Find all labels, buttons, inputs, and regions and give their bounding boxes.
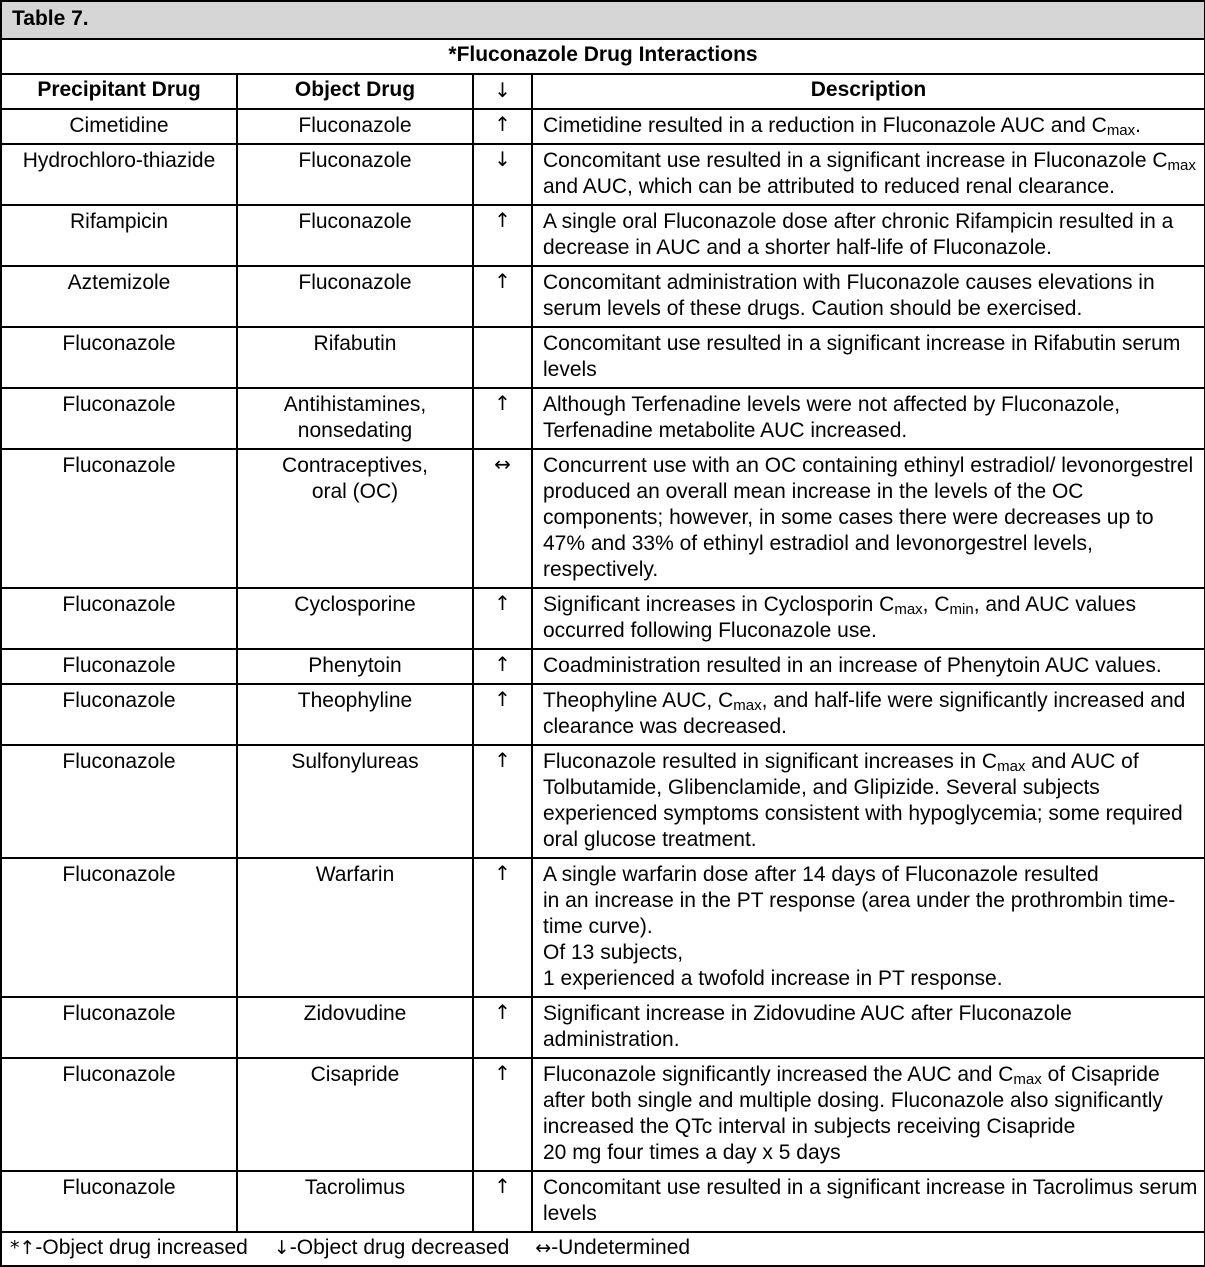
description-text: Significant increase in Zidovudine AUC after Fluconazole administration. xyxy=(543,1002,1072,1051)
description-line: 20 mg four times a day x 5 days xyxy=(543,1141,841,1164)
header-precipitant-drug: Precipitant Drug xyxy=(1,74,237,109)
description-line xyxy=(543,1062,1198,1140)
description-cell xyxy=(532,266,1205,327)
object-drug-cell xyxy=(237,588,473,649)
precipitant-drug-cell: Fluconazole xyxy=(1,745,237,858)
table-row xyxy=(1,684,1205,745)
description-cell xyxy=(532,388,1205,449)
header-arrow: ↓ xyxy=(473,74,532,109)
legend-increased: -Object drug increased xyxy=(35,1236,248,1259)
object-drug-line: Zidovudine xyxy=(303,1002,407,1025)
object-drug-line: Fluconazole xyxy=(298,210,412,233)
object-drug-cell xyxy=(237,858,473,997)
precipitant-drug-cell: Fluconazole xyxy=(1,449,237,588)
object-drug-cell xyxy=(237,144,473,205)
object-drug-line: Sulfonylureas xyxy=(291,750,419,773)
description-cell xyxy=(532,684,1205,745)
header-object-drug: Object Drug xyxy=(237,74,473,109)
precipitant-drug-cell: Fluconazole xyxy=(1,1058,237,1171)
precipitant-drug-cell: Fluconazole xyxy=(1,327,237,388)
description-text: . xyxy=(1135,114,1141,137)
precipitant-drug-cell: Fluconazole xyxy=(1,858,237,997)
object-drug-line: Theophyline xyxy=(297,689,413,712)
subscript-text: max xyxy=(1013,1071,1042,1088)
precipitant-drug-cell: Rifampicin xyxy=(1,205,237,266)
effect-arrow-cell xyxy=(473,327,532,388)
description-cell xyxy=(532,1058,1205,1171)
table-caption: Table 7. xyxy=(1,1,1205,39)
table-row xyxy=(1,144,1205,205)
object-drug-cell xyxy=(237,649,473,684)
down-arrow-symbol: ↓ xyxy=(273,1237,290,1259)
description-text: Coadministration resulted in an increase of Phenytoin AUC values. xyxy=(543,654,1162,677)
precipitant-drug-cell: Fluconazole xyxy=(1,388,237,449)
table-row xyxy=(1,588,1205,649)
effect-arrow-cell: ↑ xyxy=(473,266,532,327)
description-text: Concomitant use resulted in a significant increase in Fluconazole C xyxy=(543,149,1168,172)
table-row xyxy=(1,388,1205,449)
subscript-text: min xyxy=(949,601,974,618)
precipitant-drug-cell: Fluconazole xyxy=(1,684,237,745)
subscript-text: max xyxy=(1106,122,1136,139)
description-text: Fluconazole significantly increased the AUC and C xyxy=(543,1063,1014,1086)
description-cell xyxy=(532,205,1205,266)
description-line: A single warfarin dose after 14 days of Fluconazole resulted xyxy=(543,863,1099,886)
object-drug-cell xyxy=(237,327,473,388)
description-text: Although Terfenadine levels were not affected by Fluconazole, Terfenadine metabolite AUC increased. xyxy=(543,393,1121,442)
object-drug-line: oral (OC) xyxy=(311,480,399,503)
table-row xyxy=(1,205,1205,266)
object-drug-cell xyxy=(237,388,473,449)
table-title: *Fluconazole Drug Interactions xyxy=(1,39,1205,74)
bidirectional-arrow-symbol: ↔ xyxy=(535,1237,552,1259)
object-drug-line: Rifabutin xyxy=(313,332,397,355)
description-cell xyxy=(532,1171,1205,1232)
effect-arrow-cell: ↑ xyxy=(473,588,532,649)
precipitant-drug-cell: Fluconazole xyxy=(1,1171,237,1232)
up-arrow-symbol: *↑ xyxy=(10,1237,36,1259)
description-text: of Cisapride after both single and multiple dosing. Fluconazole also significantly increased the QTc interval in subjects receiving Cisapride xyxy=(543,1063,1163,1138)
table-row xyxy=(1,1171,1205,1232)
effect-arrow-cell: ↔ xyxy=(473,449,532,588)
object-drug-line: nonsedating xyxy=(297,419,413,442)
header-description: Description xyxy=(532,74,1205,109)
description-text: and AUC, which can be attributed to reduced renal clearance. xyxy=(543,175,1116,198)
subscript-text: max xyxy=(1167,157,1196,174)
description-text: and AUC of Tolbutamide, Glibenclamide, and Glipizide. Several subjects experienced symptoms consistent with hypoglycemia; some required oral glucose treatment. xyxy=(543,750,1183,851)
header-row xyxy=(1,74,1205,109)
legend-undetermined: -Undetermined xyxy=(551,1236,691,1259)
description-cell xyxy=(532,858,1205,997)
effect-arrow-cell: ↑ xyxy=(473,649,532,684)
description-cell xyxy=(532,588,1205,649)
description-cell xyxy=(532,745,1205,858)
description-cell xyxy=(532,649,1205,684)
effect-arrow-cell: ↑ xyxy=(473,388,532,449)
effect-arrow-cell: ↑ xyxy=(473,858,532,997)
subscript-text: max xyxy=(997,758,1026,775)
description-line: in an increase in the PT response (area under the prothrombin time-time curve). xyxy=(543,889,1176,938)
effect-arrow-cell: ↑ xyxy=(473,1058,532,1171)
subscript-text: max xyxy=(894,601,923,618)
description-cell xyxy=(532,327,1205,388)
effect-arrow-cell: ↑ xyxy=(473,745,532,858)
description-cell xyxy=(532,449,1205,588)
description-line: Of 13 subjects, xyxy=(543,941,684,964)
effect-arrow-cell: ↑ xyxy=(473,109,532,144)
effect-arrow-cell: ↑ xyxy=(473,205,532,266)
description-cell xyxy=(532,144,1205,205)
effect-arrow-cell: ↑ xyxy=(473,997,532,1058)
object-drug-cell xyxy=(237,449,473,588)
description-text: Fluconazole resulted in significant increases in C xyxy=(543,750,998,773)
object-drug-line: Fluconazole xyxy=(298,114,412,137)
object-drug-cell xyxy=(237,266,473,327)
description-text: Significant increases in Cyclosporin C xyxy=(543,593,895,616)
precipitant-drug-cell: Fluconazole xyxy=(1,997,237,1058)
precipitant-drug-cell: Cimetidine xyxy=(1,109,237,144)
object-drug-cell xyxy=(237,684,473,745)
object-drug-cell xyxy=(237,997,473,1058)
table-row xyxy=(1,858,1205,997)
object-drug-line: Fluconazole xyxy=(298,149,412,172)
description-text: , and half-life were significantly increased and clearance was decreased. xyxy=(543,689,1186,738)
description-cell xyxy=(532,109,1205,144)
description-text: Concurrent use with an OC containing ethinyl estradiol/ levonorgestrel produced an overall mean increase in the levels of the OC components; however, in some cases there were decreases up to 47% and 33% of ethinyl estradiol and levonorgestrel levels, respectively. xyxy=(543,454,1194,581)
object-drug-cell xyxy=(237,1058,473,1171)
object-drug-line: Cyclosporine xyxy=(294,593,416,616)
description-text: , C xyxy=(922,593,950,616)
precipitant-drug-cell: Hydrochloro-thiazide xyxy=(1,144,237,205)
description-text: Theophyline AUC, C xyxy=(543,689,734,712)
legend-footnote xyxy=(1,1232,1205,1266)
table-row xyxy=(1,1058,1205,1171)
table-row xyxy=(1,997,1205,1058)
table-row xyxy=(1,327,1205,388)
object-drug-cell xyxy=(237,205,473,266)
object-drug-cell xyxy=(237,1171,473,1232)
subscript-text: max xyxy=(733,697,762,714)
description-text: Concomitant administration with Fluconazole causes elevations in serum levels of these drugs. Caution should be exercised. xyxy=(543,271,1155,320)
legend-decreased: -Object drug decreased xyxy=(289,1236,510,1259)
precipitant-drug-cell: Fluconazole xyxy=(1,649,237,684)
object-drug-cell xyxy=(237,745,473,858)
object-drug-line: Tacrolimus xyxy=(304,1176,406,1199)
description-text: Cimetidine resulted in a reduction in Fluconazole AUC and C xyxy=(543,114,1107,137)
description-text: , and AUC values occurred following Fluconazole use. xyxy=(543,593,1136,642)
precipitant-drug-cell: Fluconazole xyxy=(1,588,237,649)
table-row xyxy=(1,649,1205,684)
effect-arrow-cell: ↓ xyxy=(473,144,532,205)
object-drug-line: Fluconazole xyxy=(298,271,412,294)
object-drug-line: Warfarin xyxy=(315,863,395,886)
effect-arrow-cell: ↑ xyxy=(473,1171,532,1232)
table-body xyxy=(1,109,1205,1232)
object-drug-cell xyxy=(237,109,473,144)
description-text: Concomitant use resulted in a significant increase in Tacrolimus serum levels xyxy=(543,1176,1198,1225)
effect-arrow-cell: ↑ xyxy=(473,684,532,745)
table-row xyxy=(1,266,1205,327)
object-drug-line: Cisapride xyxy=(310,1063,400,1086)
precipitant-drug-cell: Aztemizole xyxy=(1,266,237,327)
description-cell xyxy=(532,997,1205,1058)
object-drug-line: Contraceptives, xyxy=(282,454,428,477)
description-text: Concomitant use resulted in a significant increase in Rifabutin serum levels xyxy=(543,332,1181,381)
object-drug-line: Antihistamines, xyxy=(283,393,427,416)
object-drug-line: Phenytoin xyxy=(308,654,402,677)
description-text: A single oral Fluconazole dose after chronic Rifampicin resulted in a decrease in AUC and a shorter half-life of Fluconazole. xyxy=(543,210,1174,259)
table-row xyxy=(1,449,1205,588)
table-row xyxy=(1,745,1205,858)
table-row xyxy=(1,109,1205,144)
description-line: 1 experienced a twofold increase in PT response. xyxy=(543,967,1003,990)
